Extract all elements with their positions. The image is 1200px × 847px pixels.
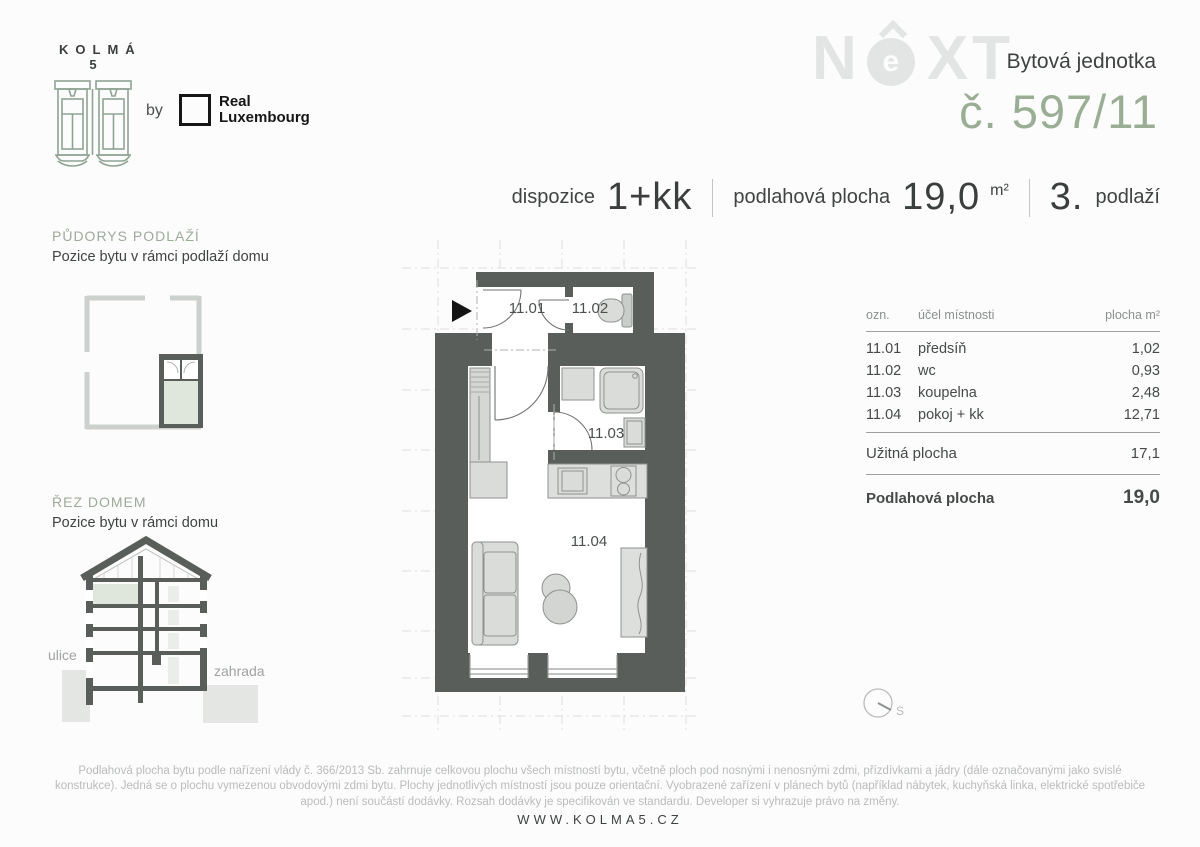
spec-divider <box>712 179 713 217</box>
compass-icon <box>852 678 914 736</box>
table-divider <box>866 432 1160 433</box>
disposition-value: 1+kk <box>607 176 693 218</box>
section-view-title: ŘEZ DOMEM <box>52 494 147 510</box>
floor-area-value: 19,0 <box>902 176 981 218</box>
section-view-subtitle: Pozice bytu v rámci domu <box>52 515 219 531</box>
sofa-icon <box>472 542 518 645</box>
floor-area-label: podlahová plocha <box>733 186 891 208</box>
wardrobe-icon <box>621 548 647 637</box>
floorplan-overview-title: PŮDORYS PODLAŽÍ <box>52 228 200 244</box>
unit-number: č. 597/11 <box>959 85 1158 138</box>
table-divider <box>866 474 1160 475</box>
by-label: by <box>146 102 163 119</box>
table-header-row: ozn. účel místnosti plocha m² <box>866 308 1160 322</box>
street-label: ulice <box>48 647 77 663</box>
kolma5-logo <box>52 42 142 177</box>
kitchen-counter <box>548 464 647 498</box>
table-divider <box>866 331 1160 332</box>
room-label-1101: 11.01 <box>508 300 546 317</box>
garden-label: zahrada <box>214 663 265 679</box>
room-label-1104: 11.04 <box>570 533 608 550</box>
floorplan-overview-subtitle: Pozice bytu v rámci podlaží domu <box>52 249 269 265</box>
floor-number-label: podlaží <box>1095 186 1160 208</box>
street-ground <box>62 670 90 722</box>
cabinet <box>470 462 507 498</box>
building-section-diagram <box>40 532 265 742</box>
room-label-1103: 11.03 <box>587 425 625 442</box>
disposition-label: dispozice <box>511 186 596 208</box>
usable-area-row: Užitná plocha 17,1 <box>866 445 1160 462</box>
next-watermark: N e XT <box>812 26 1014 92</box>
unit-highlight-fill <box>164 380 198 424</box>
floor-position-diagram <box>78 288 213 438</box>
kolma5-windows-icon <box>53 72 133 172</box>
section-view-section <box>52 494 312 531</box>
table-row: 11.04 pokoj + kk 12,71 <box>866 407 1160 423</box>
next-circled-e-icon: e <box>867 32 921 86</box>
table-row: 11.03 koupelna 2,48 <box>866 385 1160 401</box>
real-luxembourg-logo <box>179 94 310 126</box>
spec-row <box>512 176 1160 219</box>
entry-arrow-icon <box>452 300 472 322</box>
bathroom-sink-icon <box>624 418 645 447</box>
unit-type-label: Bytová jednotka <box>1006 50 1156 73</box>
garden-ground <box>203 685 258 723</box>
website-url: WWW.KOLMA5.CZ <box>517 812 683 827</box>
kolma5-wordmark: KOLMÁ 5 <box>59 42 142 72</box>
real-luxembourg-wordmark: Real Luxembourg <box>219 93 310 126</box>
total-area-row: Podlahová plocha 19,0 <box>866 487 1160 508</box>
compass-south-label: S <box>896 704 905 718</box>
floor-number-value: 3. <box>1049 176 1084 218</box>
table-row: 11.02 wc 0,93 <box>866 363 1160 379</box>
radiator-shelf <box>470 368 490 462</box>
floor-area-unit: m² <box>990 182 1009 199</box>
legal-disclaimer: Podlahová plocha bytu podle nařízení vlády č. 366/2013 Sb. zahrnuje celkovou plochu všech místností bytu, včetně ploch pod nosnými i nenosnými zdmi, přízdívkami a jádry (dále označovanými jako svislé konstrukce). Jedná se o plochu vymezenou obvodovými zdmi bytu. Plochy jednotlivých místností jsou pouze orientační. Vyobrazené zařízení v plánech bytů (například nábytek, kuchyňská linka, elektrické spotřebiče apod.) není součástí dodávky. Rozsah dodávky je specifikován ve standardu. Developer si vyhrazuje právo na změny. <box>54 764 1146 808</box>
real-luxembourg-square-icon <box>179 94 211 126</box>
unit-floorplan <box>400 238 700 735</box>
table-row: 11.01 předsíň 1,02 <box>866 341 1160 357</box>
room-table <box>866 308 1160 509</box>
shower-icon <box>600 368 643 413</box>
room-label-1102: 11.02 <box>571 300 609 317</box>
unit-floor-highlight <box>93 584 140 604</box>
floorplan-overview-section <box>52 228 312 265</box>
washing-machine-icon <box>562 368 594 400</box>
spec-divider <box>1029 179 1030 217</box>
